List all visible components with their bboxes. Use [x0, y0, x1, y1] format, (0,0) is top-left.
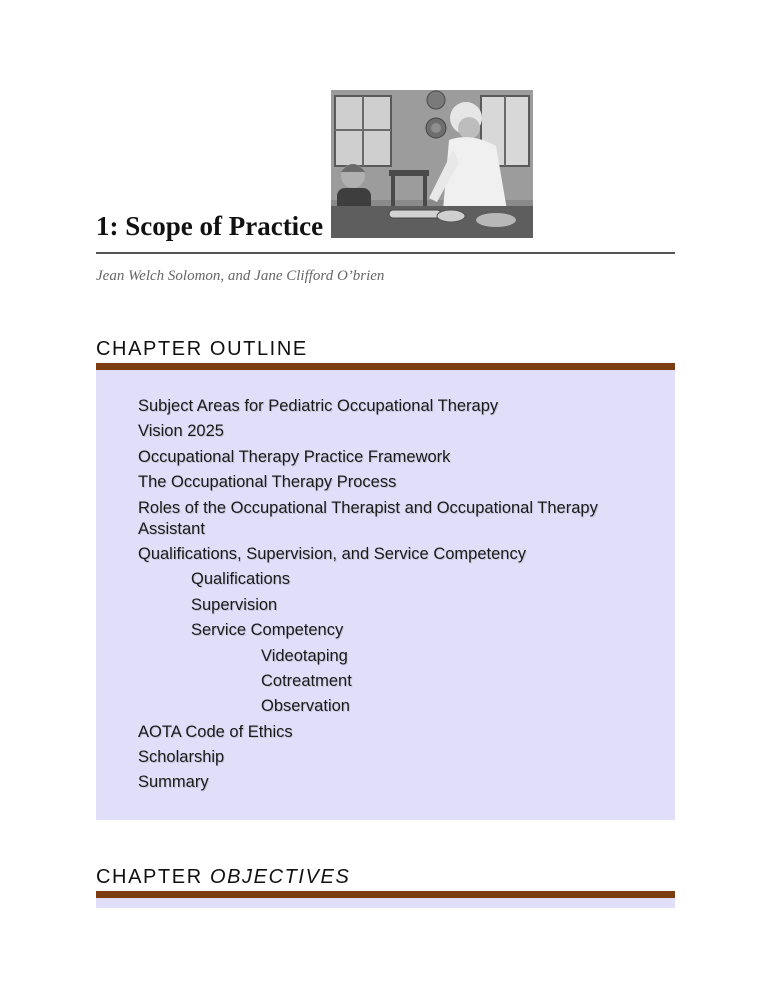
chapter-title: 1: Scope of Practice: [96, 211, 324, 241]
outline-item: Videotaping: [261, 646, 348, 665]
outline-item: Supervision: [191, 595, 278, 614]
objectives-heading-italic: OBJECTIVES: [209, 866, 351, 888]
outline-item: Vision 2025: [138, 422, 224, 441]
chapter-photo: [331, 90, 533, 238]
objectives-heading-plain: CHAPTER: [96, 866, 210, 888]
chapter-objectives-heading: [96, 866, 350, 889]
outline-accent-rule: [96, 363, 675, 370]
outline-item: AOTA Code of Ethics: [138, 722, 293, 741]
chapter-objectives-box: [96, 898, 675, 908]
outline-item: Qualifications: [191, 570, 291, 589]
chapter-authors: Jean Welch Solomon, and Jane Clifford O’brien: [96, 268, 385, 284]
outline-item: Occupational Therapy Practice Framework: [138, 447, 451, 466]
outline-item: Subject Areas for Pediatric Occupational Therapy: [138, 397, 499, 415]
outline-item: Service Competency: [191, 621, 344, 640]
chapter-outline-box: [96, 370, 675, 820]
outline-item: Roles of the Occupational Therapist and Occupational Therapy Assistant: [138, 498, 598, 538]
outline-item: The Occupational Therapy Process: [138, 473, 397, 492]
outline-item: Observation: [261, 697, 350, 716]
outline-item: Summary: [138, 773, 209, 792]
outline-list: [96, 370, 675, 793]
outline-item: Scholarship: [138, 748, 225, 767]
chapter-outline-heading: CHAPTER OUTLINE: [96, 338, 308, 360]
outline-item: Cotreatment: [261, 671, 352, 690]
title-divider: [96, 252, 675, 254]
outline-item: Qualifications, Supervision, and Service Competency: [138, 544, 526, 563]
objectives-accent-rule: [96, 891, 675, 898]
